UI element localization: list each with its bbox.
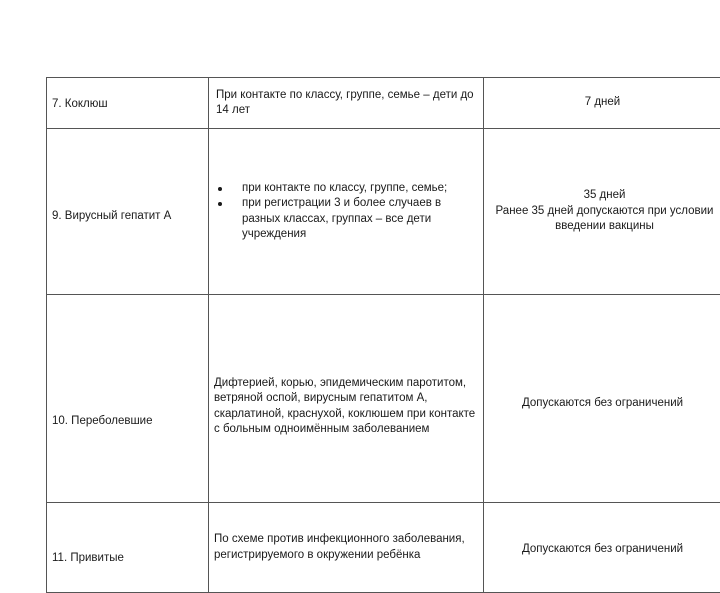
disease-cell: 11. Привитые xyxy=(47,503,209,593)
condition-cell: Дифтерией, корью, эпидемическим паротитом, ветряной оспой, вирусным гепатитом А, скарлатиной, краснухой, коклюшем при контакте с больным одноимённым заболеванием xyxy=(209,295,484,503)
disease-cell: 10. Переболевшие xyxy=(47,295,209,503)
condition-cell: При контакте по классу, группе, семье – дети до 14 лет xyxy=(209,78,484,129)
table-row xyxy=(47,295,720,503)
period-cell: Допускаются без ограничений xyxy=(484,295,720,503)
list-item: при контакте по классу, группе, семье; xyxy=(242,181,478,197)
condition-list xyxy=(214,181,478,243)
period-cell xyxy=(484,129,720,295)
quarantine-table xyxy=(46,77,720,593)
table-row xyxy=(47,503,720,593)
period-cell: 7 дней xyxy=(484,78,720,129)
period-cell: Допускаются без ограничений xyxy=(484,503,720,593)
list-item: при регистрации 3 и более случаев в разных классах, группах – все дети учреждения xyxy=(242,196,478,243)
period-note: Ранее 35 дней допускаются при условии введении вакцины xyxy=(490,204,719,235)
period-days: 35 дней xyxy=(490,188,719,204)
table-row xyxy=(47,78,720,129)
disease-cell: 9. Вирусный гепатит А xyxy=(47,129,209,295)
table-row xyxy=(47,129,720,295)
disease-cell: 7. Коклюш xyxy=(47,78,209,129)
condition-cell: По схеме против инфекционного заболевания, регистрируемого в окружении ребёнка xyxy=(209,503,484,593)
condition-cell xyxy=(209,129,484,295)
